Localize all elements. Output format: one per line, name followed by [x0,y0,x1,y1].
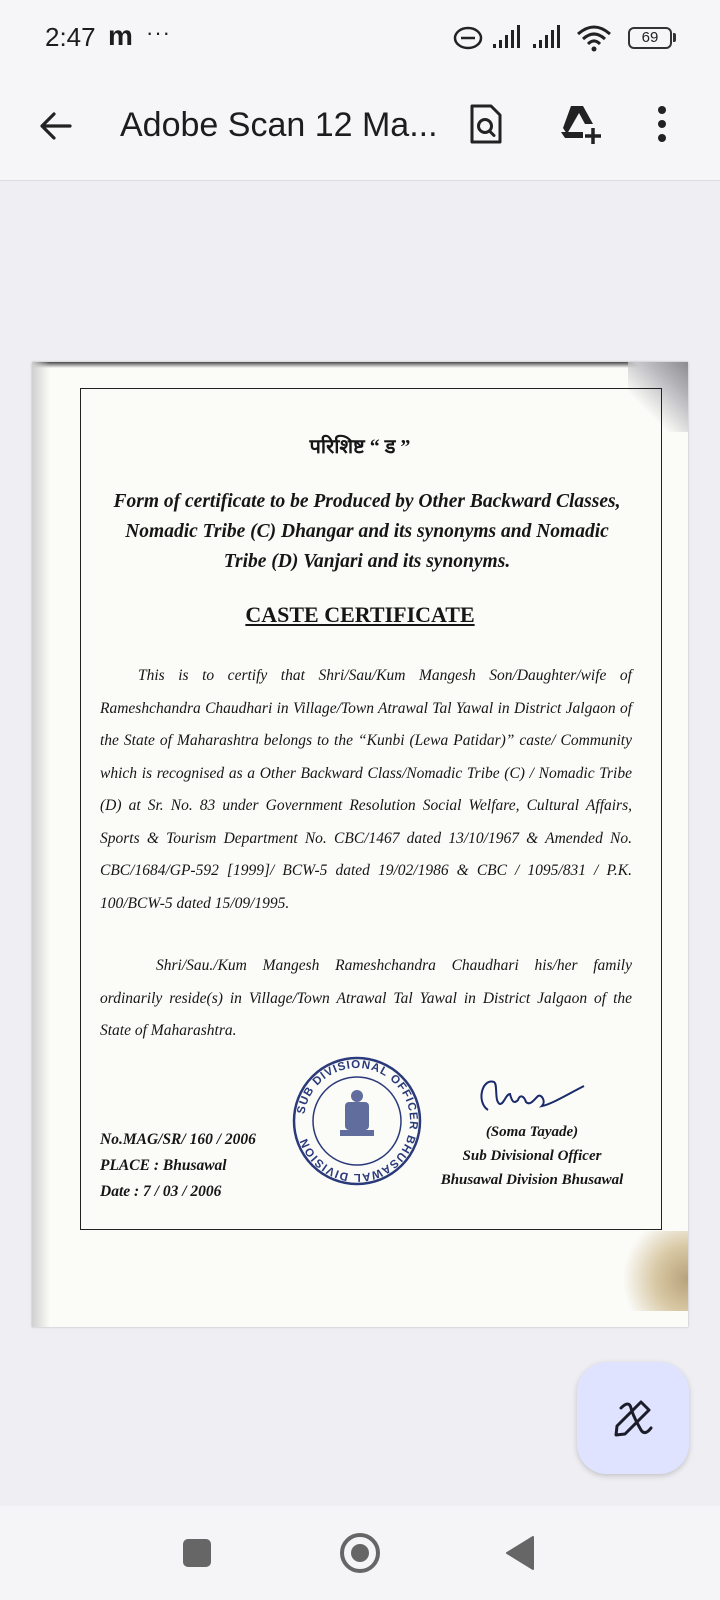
wifi-icon [576,24,612,52]
paper-stain [608,1231,688,1311]
date-line: Date : 7 / 03 / 2006 [100,1183,222,1200]
notification-icon: m [108,20,133,51]
back-button[interactable] [36,106,76,146]
official-seal-icon [290,1054,424,1188]
link-icon [452,24,484,52]
search-document-button[interactable] [462,100,510,148]
certificate-title: CASTE CERTIFICATE [245,602,475,627]
back-triangle-icon [503,1535,535,1571]
more-vert-icon [656,104,668,144]
battery-icon: 69 [628,27,672,49]
place-line: PLACE : Bhusawal [100,1157,227,1174]
signatory-name: (Soma Tayade) [485,1124,579,1140]
certificate-paragraph-2: Shri/Sau./Kum Mangesh Rameshchandra Chaudhari his/her family ordinarily reside(s) in Village/Town Atrawal Tal Yawal in District Jalgaon of the State of Maharashtra. [100,957,632,1039]
back-arrow-icon [36,106,76,146]
drive-add-icon [557,104,603,144]
edit-fab-button[interactable] [577,1362,689,1474]
document-title: Adobe Scan 12 Ma... [120,106,438,144]
document-search-icon [469,104,503,144]
home-button[interactable] [335,1528,385,1578]
signatory-block [424,1072,640,1192]
app-bar [0,80,720,181]
add-to-drive-button[interactable] [556,100,604,148]
status-time: 2:47 [45,22,96,52]
recents-button[interactable] [172,1528,222,1578]
recents-square-icon [182,1538,212,1568]
battery-tip [673,33,676,42]
edit-pen-icon [611,1396,655,1440]
scanned-page [32,362,688,1327]
system-nav-bar [0,1506,720,1600]
certificate-paragraph-1: This is to certify that Shri/Sau/Kum Mangesh Son/Daughter/wife of Rameshchandra Chaudhari in Village/Town Atrawal Tal Yawal in District Jalgaon of the State of Maharashtra belongs to the “Kunbi (Lewa Patidar)” caste/ Community which is recognised as a Other Backward Class/Nomadic Tribe (C) / Nomadic Tribe (D) at Sr. No. 83 under Government Resolution Social Welfare, Cultural Affairs, Sports & Tourism Department No. CBC/1467 dated 13/10/1967 & Amended No. CBC/1684/GP-592 [1999]/ BCW-5 dated 19/02/1986 & CBC / 1095/831 / P.K. 100/BCW-5 dated 15/09/1995. [100,667,632,912]
paper-edge-shadow [32,362,688,368]
appendix-heading: परिशिष्ट “ ड ” [309,436,411,458]
home-circle-icon [338,1531,382,1575]
reference-number: No.MAG/SR/ 160 / 2006 [100,1131,256,1148]
signatory-office: Bhusawal Division Bhusawal [440,1172,624,1188]
reference-block [100,1127,256,1205]
signature-icon [472,1072,592,1118]
signatory-designation: Sub Divisional Officer [462,1148,602,1164]
signal-2-icon [532,24,564,50]
form-heading: Form of certificate to be Produced by Other Backward Classes, Nomadic Tribe (C) Dhangar and its synonyms and Nomadic Tribe (D) Vanjari and its synonyms. [113,491,621,572]
back-system-button[interactable] [494,1528,544,1578]
paper-left-shade [32,362,50,1327]
seal-text: SUB DIVISIONAL OFFICER BHUSAWAL DIVISION [295,1058,420,1184]
signal-1-icon [492,24,524,50]
status-bar [0,0,720,80]
document-viewport[interactable] [0,181,720,1506]
more-options-button[interactable] [638,100,686,148]
more-notifications-icon: ··· [146,20,171,45]
